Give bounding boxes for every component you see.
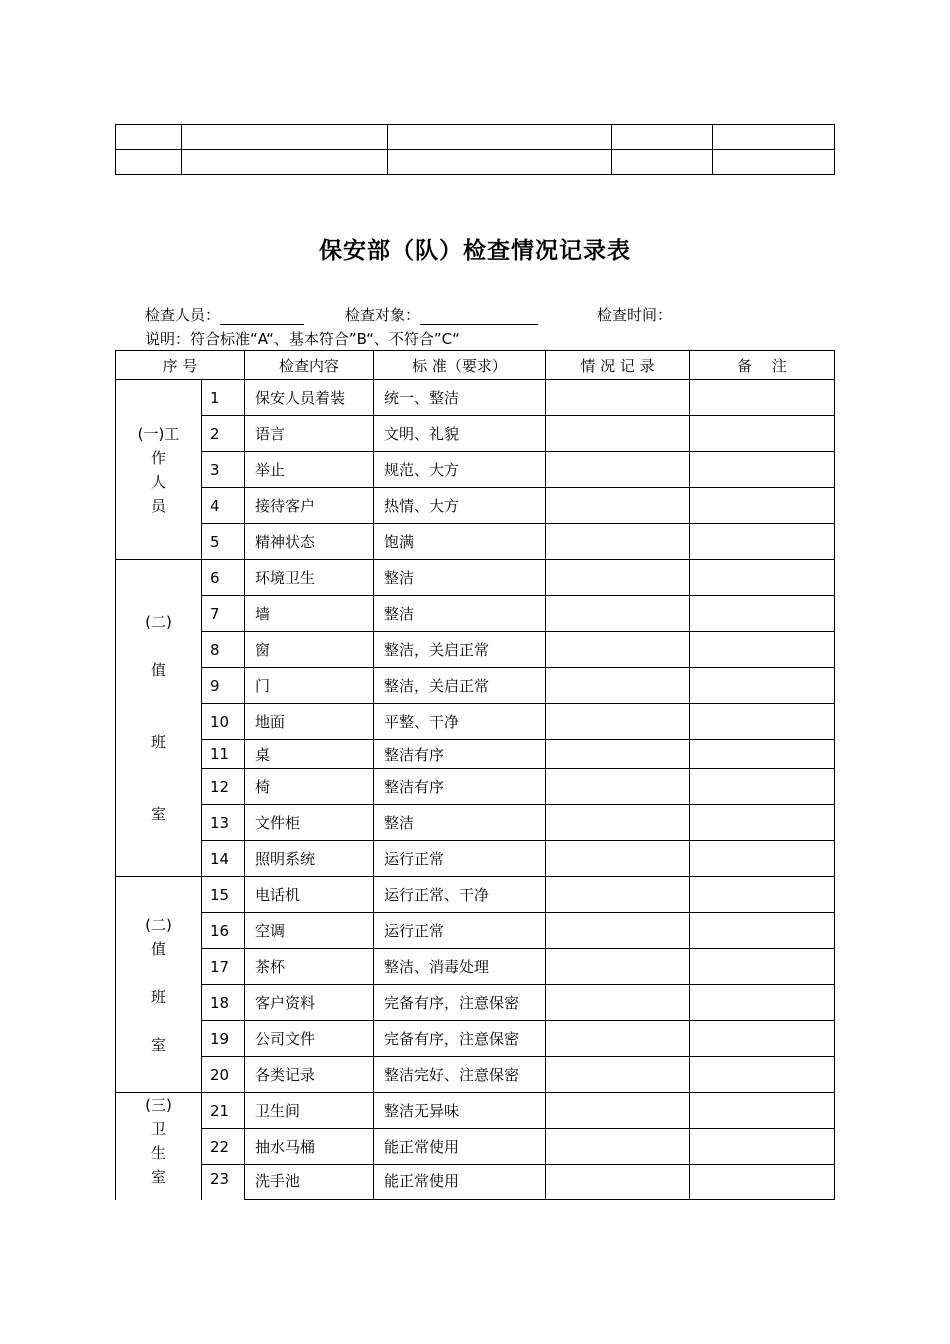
target-blank-line[interactable]	[420, 308, 538, 325]
row-remark-cell[interactable]	[690, 805, 835, 841]
row-remark-cell[interactable]	[690, 949, 835, 985]
blank-cell	[116, 125, 182, 150]
row-content: 电话机	[245, 877, 374, 913]
blank-cell	[182, 125, 388, 150]
blank-cell	[612, 125, 713, 150]
row-content: 文件柜	[245, 805, 374, 841]
header-seq: 序 号	[116, 351, 245, 380]
row-record-cell[interactable]	[546, 740, 690, 769]
group-label-cell: (一)工 作 人 员	[116, 380, 202, 560]
row-content: 洗手池	[245, 1165, 374, 1200]
row-record-cell[interactable]	[546, 805, 690, 841]
row-remark-cell[interactable]	[690, 524, 835, 560]
blank-cell	[713, 125, 835, 150]
blank-cell	[116, 150, 182, 175]
row-number: 22	[202, 1129, 245, 1165]
row-standard: 整洁有序	[374, 740, 546, 769]
row-record-cell[interactable]	[546, 985, 690, 1021]
row-content: 桌	[245, 740, 374, 769]
row-record-cell[interactable]	[546, 769, 690, 805]
row-record-cell[interactable]	[546, 1021, 690, 1057]
row-content: 门	[245, 668, 374, 704]
table-row	[116, 805, 835, 841]
row-standard: 文明、礼貌	[374, 416, 546, 452]
row-remark-cell[interactable]	[690, 985, 835, 1021]
table-row	[116, 632, 835, 668]
group-label-cell: (二) 值 班 室	[116, 560, 202, 877]
row-remark-cell[interactable]	[690, 452, 835, 488]
row-content: 卫生间	[245, 1093, 374, 1129]
row-record-cell[interactable]	[546, 452, 690, 488]
row-standard: 整洁无异味	[374, 1093, 546, 1129]
table-row	[116, 740, 835, 769]
row-standard: 完备有序，注意保密	[374, 1021, 546, 1057]
row-content: 照明系统	[245, 841, 374, 877]
row-record-cell[interactable]	[546, 1129, 690, 1165]
row-record-cell[interactable]	[546, 704, 690, 740]
table-row	[116, 416, 835, 452]
header-content: 检查内容	[245, 351, 374, 380]
row-content: 语言	[245, 416, 374, 452]
table-row	[116, 1129, 835, 1165]
row-number: 19	[202, 1021, 245, 1057]
row-remark-cell[interactable]	[690, 877, 835, 913]
table-row	[116, 596, 835, 632]
row-content: 精神状态	[245, 524, 374, 560]
page-title: 保安部（队）检查情况记录表	[319, 238, 631, 264]
row-record-cell[interactable]	[546, 841, 690, 877]
header-remark: 备 注	[690, 351, 835, 380]
row-number: 2	[202, 416, 245, 452]
group-label-cell: (二) 值 班 室	[116, 877, 202, 1093]
row-standard: 规范、大方	[374, 452, 546, 488]
table-row	[116, 1093, 835, 1129]
row-remark-cell[interactable]	[690, 1057, 835, 1093]
row-record-cell[interactable]	[546, 380, 690, 416]
group-label-cell: (三) 卫 生 室	[116, 1093, 202, 1200]
row-record-cell[interactable]	[546, 416, 690, 452]
row-standard: 整洁，关启正常	[374, 632, 546, 668]
row-standard: 能正常使用	[374, 1165, 546, 1200]
row-record-cell[interactable]	[546, 488, 690, 524]
table-row	[116, 913, 835, 949]
row-remark-cell[interactable]	[690, 769, 835, 805]
row-number: 16	[202, 913, 245, 949]
row-content: 各类记录	[245, 1057, 374, 1093]
row-standard: 整洁有序	[374, 769, 546, 805]
row-number: 12	[202, 769, 245, 805]
row-record-cell[interactable]	[546, 913, 690, 949]
row-content: 客户资料	[245, 985, 374, 1021]
row-remark-cell[interactable]	[690, 416, 835, 452]
row-number: 7	[202, 596, 245, 632]
table-row	[116, 949, 835, 985]
row-number: 11	[202, 740, 245, 769]
header-record: 情 况 记 录	[546, 351, 690, 380]
row-standard: 完备有序，注意保密	[374, 985, 546, 1021]
row-number: 4	[202, 488, 245, 524]
row-record-cell[interactable]	[546, 560, 690, 596]
row-content: 环境卫生	[245, 560, 374, 596]
table-row	[116, 560, 835, 596]
time-label: 检查时间：	[597, 306, 673, 324]
row-standard: 整洁	[374, 805, 546, 841]
row-number: 20	[202, 1057, 245, 1093]
row-remark-cell[interactable]	[690, 560, 835, 596]
table-row	[116, 150, 835, 175]
row-remark-cell[interactable]	[690, 740, 835, 769]
blank-cell	[612, 150, 713, 175]
row-record-cell[interactable]	[546, 949, 690, 985]
table-row	[116, 1057, 835, 1093]
row-standard: 运行正常	[374, 913, 546, 949]
row-content: 接待客户	[245, 488, 374, 524]
previous-table-fragment	[115, 124, 835, 175]
row-standard: 运行正常、干净	[374, 877, 546, 913]
header-standard: 标 准（要求）	[374, 351, 546, 380]
inspection-table	[115, 350, 835, 1200]
row-standard: 整洁完好、注意保密	[374, 1057, 546, 1093]
row-record-cell[interactable]	[546, 1057, 690, 1093]
row-standard: 整洁，关启正常	[374, 668, 546, 704]
row-number: 6	[202, 560, 245, 596]
table-row	[116, 524, 835, 560]
row-remark-cell[interactable]	[690, 380, 835, 416]
table-row	[116, 769, 835, 805]
row-content: 公司文件	[245, 1021, 374, 1057]
row-content: 抽水马桶	[245, 1129, 374, 1165]
row-standard: 统一、整洁	[374, 380, 546, 416]
row-remark-cell[interactable]	[690, 1021, 835, 1057]
row-standard: 饱满	[374, 524, 546, 560]
row-remark-cell[interactable]	[690, 1129, 835, 1165]
row-record-cell[interactable]	[546, 524, 690, 560]
table-row	[116, 1165, 835, 1200]
row-number: 3	[202, 452, 245, 488]
row-content: 空调	[245, 913, 374, 949]
row-number: 18	[202, 985, 245, 1021]
row-content: 举止	[245, 452, 374, 488]
row-record-cell[interactable]	[546, 1165, 690, 1200]
table-row	[116, 1021, 835, 1057]
row-standard: 整洁	[374, 596, 546, 632]
row-content: 保安人员着装	[245, 380, 374, 416]
table-row	[116, 452, 835, 488]
row-number: 14	[202, 841, 245, 877]
row-remark-cell[interactable]	[690, 1093, 835, 1129]
row-record-cell[interactable]	[546, 1093, 690, 1129]
row-remark-cell[interactable]	[690, 841, 835, 877]
row-number: 15	[202, 877, 245, 913]
row-remark-cell[interactable]	[690, 596, 835, 632]
table-row	[116, 704, 835, 740]
row-number: 13	[202, 805, 245, 841]
row-number: 17	[202, 949, 245, 985]
row-remark-cell[interactable]	[690, 704, 835, 740]
inspector-field	[145, 304, 304, 325]
table-row	[116, 668, 835, 704]
row-number: 5	[202, 524, 245, 560]
row-content: 窗	[245, 632, 374, 668]
rating-note: 说明：符合标准“A“、基本符合”B“、不符合”C“	[145, 330, 460, 348]
table-row	[116, 125, 835, 150]
row-record-cell[interactable]	[546, 668, 690, 704]
row-remark-cell[interactable]	[690, 668, 835, 704]
row-number: 21	[202, 1093, 245, 1129]
time-field	[597, 304, 672, 325]
blank-cell	[388, 150, 612, 175]
row-remark-cell[interactable]	[690, 488, 835, 524]
target-field	[345, 304, 538, 325]
row-standard: 整洁、消毒处理	[374, 949, 546, 985]
row-remark-cell[interactable]	[690, 1165, 835, 1200]
row-remark-cell[interactable]	[690, 913, 835, 949]
row-number: 10	[202, 704, 245, 740]
row-content: 墙	[245, 596, 374, 632]
row-content: 地面	[245, 704, 374, 740]
blank-cell	[388, 125, 612, 150]
row-standard: 整洁	[374, 560, 546, 596]
row-standard: 运行正常	[374, 841, 546, 877]
inspector-blank-line[interactable]	[220, 308, 304, 325]
row-standard: 热情、大方	[374, 488, 546, 524]
blank-cell	[713, 150, 835, 175]
row-remark-cell[interactable]	[690, 632, 835, 668]
target-label: 检查对象：	[345, 306, 421, 324]
row-number: 9	[202, 668, 245, 704]
table-row	[116, 985, 835, 1021]
row-number: 8	[202, 632, 245, 668]
row-record-cell[interactable]	[546, 596, 690, 632]
table-row	[116, 380, 835, 416]
row-number: 23	[202, 1165, 245, 1200]
row-standard: 能正常使用	[374, 1129, 546, 1165]
row-standard: 平整、干净	[374, 704, 546, 740]
row-record-cell[interactable]	[546, 877, 690, 913]
row-content: 茶杯	[245, 949, 374, 985]
table-row	[116, 488, 835, 524]
blank-cell	[182, 150, 388, 175]
inspector-label: 检查人员：	[145, 306, 221, 324]
row-number: 1	[202, 380, 245, 416]
table-row	[116, 877, 835, 913]
table-row	[116, 841, 835, 877]
row-record-cell[interactable]	[546, 632, 690, 668]
header-row	[116, 351, 835, 380]
row-content: 椅	[245, 769, 374, 805]
